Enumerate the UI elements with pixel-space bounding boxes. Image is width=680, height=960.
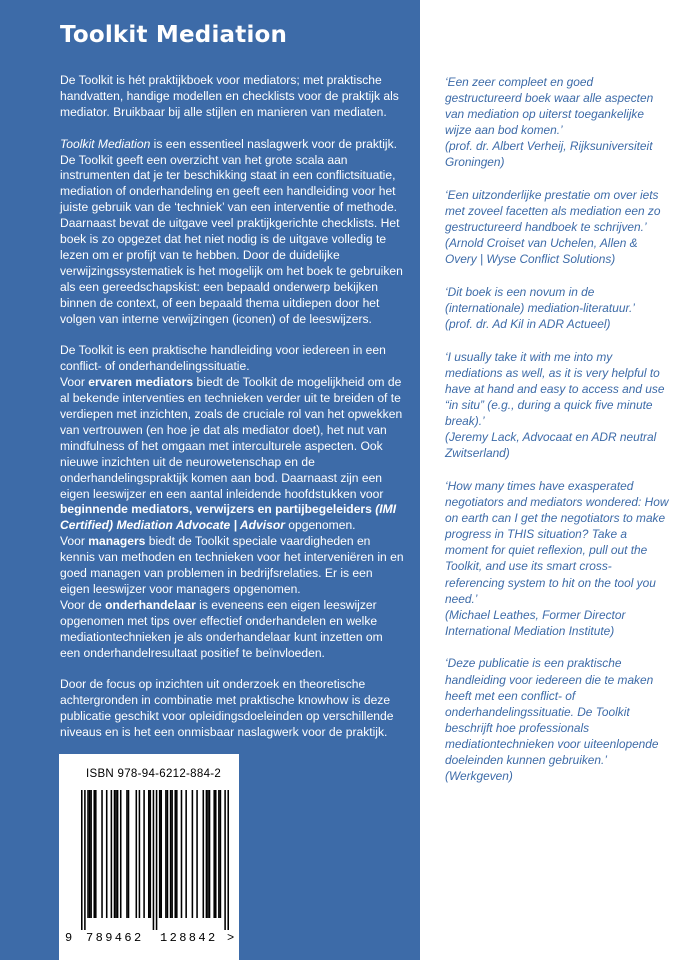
barcode-bar (171, 790, 173, 918)
review-text: ‘Dit boek is een novum in de (internationale) mediation-literatuur.’ (445, 285, 635, 316)
overview-paragraph (60, 137, 405, 328)
barcode-guard-bar (227, 790, 229, 930)
barcode-guard-bar (81, 790, 83, 930)
barcode-bar (90, 790, 92, 918)
text-span: opgenomen. (284, 518, 356, 533)
barcode-bar (174, 790, 176, 918)
review-source: (prof. dr. Ad Kil in ADR Actueel) (445, 317, 611, 332)
review-quote (445, 655, 670, 784)
bold-managers: managers (88, 534, 146, 549)
barcode-bar (159, 790, 161, 918)
barcode-bar (220, 790, 222, 918)
barcode-right-digits: 128842 (160, 931, 218, 945)
text-span: Voor de (60, 597, 106, 612)
isbn-barcode (59, 754, 239, 960)
description-text (60, 73, 405, 757)
barcode-bar (206, 790, 208, 918)
barcode-quiet-zone-mark: > (227, 931, 235, 945)
review-quote (445, 284, 670, 332)
overview-text: is een essentieel naslagwerk voor de praktijk. De Toolkit geeft een overzicht van het grote scala aan instrumenten dat je ter beschikking staat in een conflictsituatie, mediation of onderhandeling en geeft een handleiding voor het juiste gebruik van de ‘techniek’ van een interventie of methode. Daarnaast bevat de uitgave veel praktijkgerichte checklists. Het boek is zo opgezet dat het niet nodig is de uitgave volledig te lezen om er profijt van te hebben. Door de duidelijke verwijzingssystematiek is het mogelijk om het boek te gebruiken als een gereedschapskist: een bepaald onderwerp bekijken binnen de context, of een bepaald thema uitdiepen door het volgen van interne verwijzingen (iconen) of de leeswijzers. (60, 136, 403, 326)
barcode-bar (213, 790, 215, 918)
barcode-bar (203, 790, 205, 918)
barcode-left-digits: 789462 (86, 931, 144, 945)
barcode-bar (185, 790, 187, 918)
review-quote (445, 187, 670, 267)
barcode-bar (114, 790, 116, 918)
bold-negotiator: onderhandelaar (105, 597, 196, 612)
review-text: ‘I usually take it with me into my mediations as well, as it is very helpful to have at hand and easy to access and use “in situ” (e.g., during a quick five minute break).’ (445, 349, 665, 429)
barcode-bar (148, 790, 150, 918)
barcode-bar (106, 790, 108, 918)
barcode-bar (165, 790, 167, 918)
review-quotes (445, 74, 670, 801)
barcode-bar (181, 790, 183, 918)
review-text: ‘How many times have exasperated negotiators and mediators wondered: How on earth can I get the negotiators to make progress in THIS situation? Take a moment for quiet reflexion, pull out the Toolkit, and use its smart cross-referencing system to hit on the tool you need.’ (445, 478, 669, 606)
barcode-guard-bar (153, 790, 155, 930)
barcode-bar (128, 790, 130, 918)
review-text: ‘Een zeer compleet en goed gestructureerd boek waar alle aspecten van mediation op uiterst toegankelijke wijze aan bod komen.’ (445, 75, 654, 138)
text-span: biedt de Toolkit de mogelijkheid om de al bekende interventies en technieken verder uit te breiden of te verdiepen met inzichten, zoals de cruciale rol van het opwekken van vertrouwen (en hoe je dat als mediator doet), het nut van mindfulness of het omgaan met interculturele aspecten. Ook nieuwe inzichten uit de neurowetenschap en de onderhandelingspraktijk komen aan bod. Daarnaast zijn een eigen leeswijzer en een aantal inleidende hoofdstukken voor (60, 375, 403, 501)
isbn-label: ISBN 978-94-6212-884-2 (86, 768, 222, 780)
barcode-bar (115, 790, 117, 918)
bold-beginning-mediators: beginnende mediators, verwijzers en partijbegeleiders (60, 502, 372, 517)
book-title: Toolkit Mediation (60, 22, 288, 48)
barcode-digits (59, 931, 239, 947)
barcode-bar (139, 790, 141, 918)
barcode-bar (218, 790, 220, 918)
barcode-bar (209, 790, 211, 918)
barcode-bars (81, 790, 229, 930)
barcode-guard-bar (156, 790, 158, 930)
review-source: (prof. dr. Albert Verheij, Rijksuniversiteit Groningen) (445, 139, 653, 170)
text-span: Voor (60, 375, 89, 390)
barcode-bar (136, 790, 138, 918)
text-span: is eveneens een eigen leeswijzer opgenomen met tips over effectief onderhandelen en welke mediationtechnieken je als onderhandelaar kunt inzetten om een onderhandelresultaat positief te beïnvloeden. (60, 597, 383, 660)
barcode-bar (95, 790, 97, 918)
barcode-bar (120, 790, 122, 918)
barcode-bar (167, 790, 169, 918)
text-span: biedt de Toolkit speciale vaardigheden en kennis van methoden en technieken voor het interveniëren in en goed managen van problemen in bedrijfsrelaties. Er is een eigen leeswijzer voor managers opgenomen. (60, 534, 404, 596)
review-quote (445, 74, 670, 171)
review-text: ‘Deze publicatie is een praktische handleiding voor iedereen die te maken heeft met een conflict- of onderhandelingssituatie. De Toolkit beschrijft hoe professionals mediationtechnieken voor uiteenlopende doeleinden kunnen gebruiken.’ (445, 656, 659, 767)
barcode-bar (93, 790, 95, 918)
barcode-bar (196, 790, 198, 918)
review-quote (445, 349, 670, 462)
barcode-bar (117, 790, 119, 918)
barcode-bar (160, 790, 162, 918)
barcode-bar (215, 790, 217, 918)
barcode-bar (101, 790, 103, 918)
review-source: (Werkgeven) (445, 769, 513, 784)
review-source: (Arnold Croiset van Uchelen, Allen & Overy | Wyse Conflict Solutions) (445, 236, 638, 267)
review-source: (Michael Leathes, Former Director International Mediation Institute) (445, 607, 626, 638)
barcode-bar (176, 790, 178, 918)
managers-paragraph (60, 534, 405, 598)
barcode-first-digit: 9 (65, 931, 73, 945)
bold-experienced-mediators: ervaren mediators (88, 375, 194, 390)
barcode-bar (89, 790, 91, 918)
barcode-bar (192, 790, 194, 918)
overview-title-italic: Toolkit Mediation (60, 136, 151, 151)
audience-paragraph: De Toolkit is een praktische handleiding voor iedereen in een conflict- of onderhandelingssituatie. (60, 343, 386, 374)
barcode-guard-bar (84, 790, 86, 930)
barcode-bar (143, 790, 145, 918)
barcode-bar (207, 790, 209, 918)
barcode-bar (126, 790, 128, 918)
barcode-bar (111, 790, 113, 918)
review-source: (Jeremy Lack, Advocaat en ADR neutral Zwitserland) (445, 430, 657, 461)
barcode-bar (150, 790, 152, 918)
intro-paragraph: De Toolkit is hét praktijkboek voor mediators; met praktische handvatten, handige modellen en checklists voor de praktijk als mediator. Bruikbaar bij alle stijlen en manieren van mediaten. (60, 73, 399, 119)
text-span: Voor (60, 534, 89, 549)
negotiator-paragraph (60, 598, 405, 662)
review-text: ‘Een uitzonderlijke prestatie om over iets met zoveel facetten als mediation een zo gestructureerd handboek te schrijven.’ (445, 188, 661, 235)
bold-italic-mediation-advocate: (IMI Certified) Mediation Advocate | Advisor (60, 502, 397, 533)
barcode-guard-bar (224, 790, 226, 930)
barcode-bar (170, 790, 172, 918)
barcode-bar (87, 790, 89, 918)
closing-paragraph: Door de focus op inzichten uit onderzoek en theoretische achtergronden in combinatie met praktische knowhow is deze publicatie geschikt voor opleidingsdoeleinden op verschillende niveaus en is het een onmisbaar naslagwerk voor de praktijk. (60, 677, 394, 740)
experienced-mediators-paragraph (60, 375, 405, 534)
review-quote (445, 478, 670, 639)
